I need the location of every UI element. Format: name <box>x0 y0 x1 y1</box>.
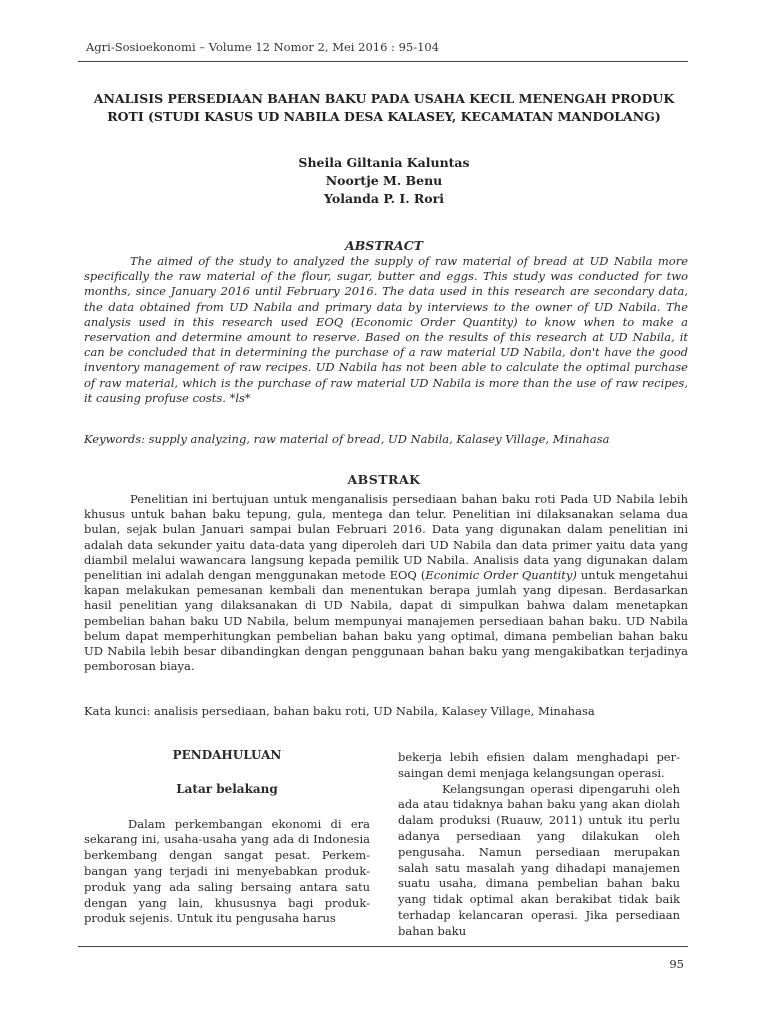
abstrak-body <box>84 492 688 674</box>
author-name: Sheila Giltania Kaluntas <box>298 155 470 170</box>
header-rule <box>78 61 688 62</box>
abstrak-text-part1: Penelitian ini bertujuan untuk menganalisis persediaan bahan baku roti Pada UD Nabila lebih khusus untuk bahan baku tepung, gula, mentega dan telur. Penelitian ini dilaksanakan selama dua bulan, sejak bulan Januari sampai bulan Februari 2016. Data yang digunakan dalam penelitian ini adalah data sekunder yaitu data-data yang diperoleh dari UD Nabila dan data primer yaitu data yang diambil melalui wawancara langsung kepada pemilik UD Nabila. Analisis data yang digunakan dalam penelitian ini adalah dengan menggunakan metode EOQ ( <box>84 492 688 583</box>
abstract-heading: ABSTRACT <box>345 238 423 253</box>
body-paragraph: Dalam perkembangan ekonomi di era sekarang ini, usaha-usaha yang ada di Indonesia berkembang dengan sangat pesat. Perkem-bangan yang terjadi ini menyebabkan produk-produk yang ada saling bersaing antara satu dengan yang lain, khususnya bagi produk-produk sejenis. Untuk itu pengusaha harus <box>84 816 370 926</box>
journal-header: Agri-Sosioekonomi – Volume 12 Nomor 2, Mei 2016 : 95-104 <box>86 40 440 54</box>
kata-kunci: Kata kunci: analisis persediaan, bahan baku roti, UD Nabila, Kalasey Village, Minahasa <box>84 704 595 718</box>
left-column <box>84 748 370 927</box>
right-column <box>398 750 680 940</box>
body-paragraph: Kelangsungan operasi dipengaruhi oleh ada atau tidaknya bahan baku yang akan diolah dalam produksi (Ruauw, 2011) untuk itu perlu adanya persediaan yang dilakukan oleh pengusaha. Namun persediaan merupakan salah satu masalah yang dihadapi manajemen suatu usaha, dimana pembelian bahan baku yang tidak optimal akan berakibat tidak baik terhadap kelancaran operasi. Jika persediaan bahan baku <box>398 781 680 938</box>
author-name: Noortje M. Benu <box>325 173 443 188</box>
author-list <box>78 154 690 208</box>
abstract-text: The aimed of the study to analyzed the supply of raw material of bread at UD Nabila more specifically the raw material of the flour, sugar, butter and eggs. This study was conducted for two months, since January 2016 until February 2016. The data used in this research are secondary data, the data obtained from UD Nabila and primary data by interviews to the owner of UD Nabila. The analysis used in this research used EOQ (Economic Order Quantity) to know when to make a reservation and determine amount to reserve. Based on the results of this research at UD Nabila, it can be concluded that in determining the purchase of a raw material UD Nabila, don't have the good inventory management of raw recipes. UD Nabila has not been able to calculate the optimal purchase of raw material, which is the purchase of raw material UD Nabila is more than the use of raw recipes, it causing profuse costs. *ls* <box>84 254 688 405</box>
abstrak-text-italic: Econimic Order Quantity) <box>425 568 577 583</box>
body-paragraph: bekerja lebih efisien dalam menghadapi per-saingan demi menjaga kelangsungan operasi. <box>398 750 680 780</box>
footer-rule <box>78 946 688 947</box>
keywords: Keywords: supply analyzing, raw material of bread, UD Nabila, Kalasey Village, Minahasa <box>84 432 610 446</box>
subsection-heading: Latar belakang <box>176 781 278 796</box>
abstract-body <box>84 254 688 406</box>
page-number: 95 <box>669 957 684 971</box>
abstrak-heading: ABSTRAK <box>347 472 421 487</box>
author-name: Yolanda P. I. Rori <box>324 191 444 206</box>
abstrak-text-part2: untuk mengetahui kapan melakukan pemesanan kembali dan menentukan berapa jumlah yang dipesan. Berdasarkan hasil penelitian yang dilaksanakan di UD Nabila, dapat di simpulkan bahwa dalam menetapkan pembelian bahan baku UD Nabila, belum mempunyai manajemen persediaan bahan baku. UD Nabila belum dapat memperhitungkan pembelian bahan baku yang optimal, dimana pembelian bahan baku UD Nabila lebih besar dibandingkan dengan penggunaan bahan baku yang mengakibatkan terjadinya pemborosan biaya. <box>84 568 688 674</box>
paper-title: ANALISIS PERSEDIAAN BAHAN BAKU PADA USAHA KECIL MENENGAH PRODUK ROTI (STUDI KASUS UD NABILA DESA KALASEY, KECAMATAN MANDOLANG) <box>93 91 675 124</box>
section-heading: PENDAHULUAN <box>172 748 282 762</box>
